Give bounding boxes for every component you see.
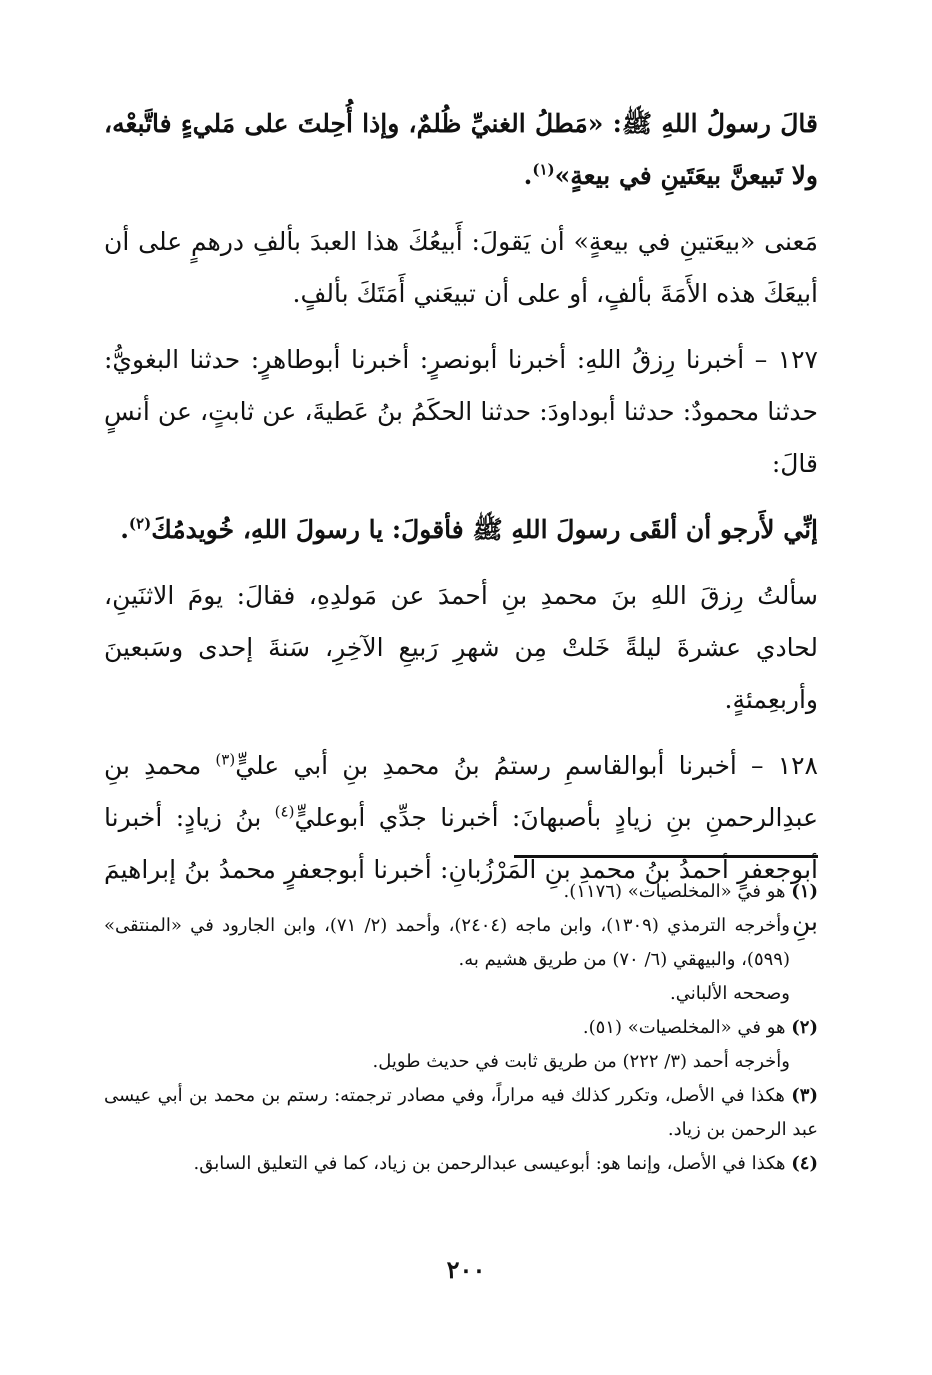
footnote-1-continuation: وصححه الألباني. — [670, 983, 790, 1004]
hadith-paragraph-1: قالَ رسولُ اللهِ ﷺ: «مَطلُ الغنيِّ ظُلمٌ، وإذا أُحِلتَ على مَليءٍ فاتَّبعْه، ولا تَبيعنَّ بيعَتَينِ في بيعةٍ»$^{(١)}$. — [104, 109, 818, 190]
page-number: ٢٠٠ — [446, 1255, 486, 1284]
hadith-paragraph-2: إنِّي لأَرجو أن ألقَى رسولَ اللهِ ﷺ فأقولَ: يا رسولَ اللهِ، خُويدمُكَ$^{(٢)}$. — [120, 514, 818, 544]
footnote-2-continuation: وأخرجه أحمد (٣/ ٢٢٢) من طريق ثابت في حديث طويل. — [372, 1051, 790, 1072]
main-text — [104, 98, 818, 962]
footnote-ref-4[interactable]: (٤) — [274, 802, 295, 821]
isnad-paragraph-128: ١٢٨ – أخبرنا أبوالقاسمِ رستمُ بنُ محمدِ بنِ أبي عليٍّ$^{(٣)}$ محمدِ بنِ عبدِالرحمنِ بنِ زيادٍ بأصبهانَ: أخبرنا جدِّي أبوعليٍّ$^{(٤)}$ بنُ زيادٍ: أخبرنا أبوجعفرٍ أحمدُ بنُ محمدِ بنِ المَرْزُبانِ: أخبرنا أبوجعفرٍ محمدُ بنُ إبراهيمَ بنِ — [104, 750, 818, 936]
birth-date-paragraph: سألتُ رِزقَ اللهِ بنَ محمدِ بنِ أحمدَ عن مَولدِهِ، فقالَ: يومَ الاثنَينِ، لحادي عشرةَ ليلةً خَلتْ مِن شهرِ رَبيعِ الآخِرِ، سَنةَ إحدى وسَبعينَ وأربعِمئةٍ. — [104, 581, 818, 714]
footnote-ref-2[interactable]: (٢) — [128, 514, 152, 533]
footnote-4: (٤) هكذا في الأصل، وإنما هو: أبوعيسى عبدالرحمن بن زياد، كما في التعليق السابق. — [193, 1153, 818, 1174]
footnote-3: (٣) هكذا في الأصل، وتكرر كذلك فيه مراراً، وفي مصادر ترجمته: رستم بن محمد بن أبي عيسى عبد الرحمن بن زياد. — [104, 1085, 818, 1140]
footnote-2: (٢) هو في «المخلصيات» (٥١). — [582, 1017, 818, 1038]
footnotes — [104, 875, 818, 1181]
isnad-paragraph-127: ١٢٧ – أخبرنا رِزقُ اللهِ: أخبرنا أبونصرٍ: أخبرنا أبوطاهرٍ: حدثنا البغويُّ: حدثنا محمودٌ: حدثنا أبوداودَ: حدثنا الحكَمُ بنُ عَطيةَ، عن ثابتٍ، عن أنسٍ قالَ: — [104, 345, 818, 478]
footnote-1-continuation: وأخرجه الترمذي (١٣٠٩)، وابن ماجه (٢٤٠٤)، وأحمد (٢/ ٧١)، وابن الجارود في «المنتقى» (٥٩٩)، والبيهقي (٦/ ٧٠) من طريق هشيم به. — [104, 915, 790, 970]
footnote-1: (١) هو في «المخلصيات» (١١٧٦). — [563, 881, 818, 902]
footnote-ref-3[interactable]: (٣) — [215, 750, 236, 769]
footnote-ref-1[interactable]: (١) — [532, 160, 555, 179]
explanation-paragraph: مَعنى «بيعَتينِ في بيعةٍ» أن يَقولَ: أَبيعُكَ هذا العبدَ بألفِ درهمٍ على أن أبيعَكَ هذه الأَمَةَ بألفٍ، أو على أن تبيعَني أَمَتَكَ بألفٍ. — [104, 227, 818, 308]
footnote-separator — [514, 855, 818, 858]
